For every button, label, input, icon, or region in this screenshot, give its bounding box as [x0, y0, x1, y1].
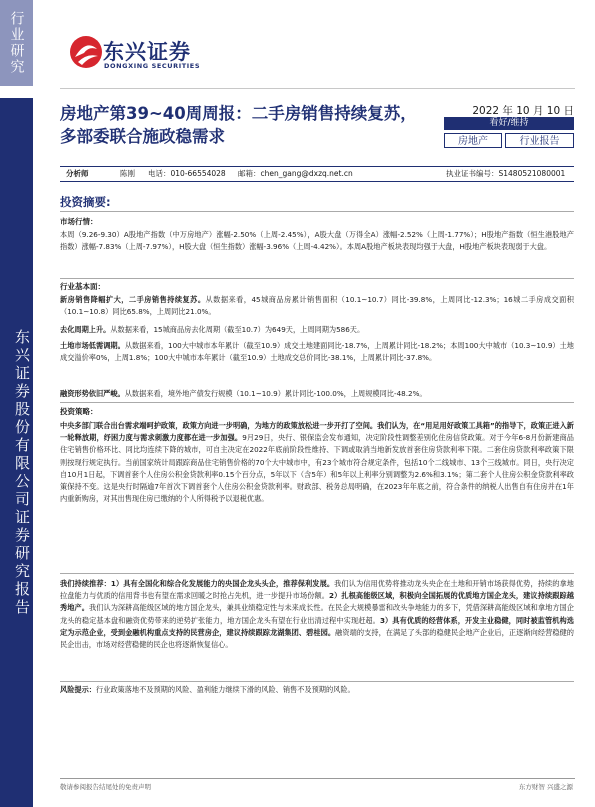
- picks-lead-3: 3）具有优质的经营体系，开发主业稳健，同时被监管机构选定为示范企业，受到金融机构重点支持的民营房企，建议持续跟踪龙湖集团、碧桂园。: [60, 615, 574, 637]
- report-type-tag: 行业报告: [505, 133, 574, 148]
- sales-text: 从数据来看，45城商品房累计销售面积（10.1~10.7）同比-39.8%，上周同比-12.3%；16城二手房成交面积（10.1~10.8）同比65.8%，上周同比21.0%。: [60, 295, 574, 317]
- picks-text-1: 我们认为信用优势将推动龙头央企在土地和开销市场获得优势，持续的拿地拉盘能力与优质的信用背书也有望在需求回暖之时抢占先机，进一步提升市场份额。: [60, 579, 574, 601]
- land-paragraph: [60, 340, 574, 364]
- divider: [60, 211, 574, 212]
- brand-name-cn: 东兴证券: [103, 40, 191, 64]
- finance-paragraph: [60, 388, 574, 400]
- picks-text-3: 融资端的支持，在满足了头部的稳健民企地产企业后，正逐渐向经营稳健的民企出击，市场对经营稳健的民企也将逐渐恢复信心。: [60, 627, 574, 650]
- land-text: 从数据来看，100大中城市本年累计（截至10.9）成交土地建面同比-18.7%，上周累计同比-18.2%；本周100大中城市（10.3~10.9）土地成交溢价率0%，上周1.8%；100大中城市本年累计（截至10.9）土地成交总价同比-38.1%，上周累计同比-37.8%。: [60, 341, 574, 363]
- analyst-name: 陈刚: [120, 169, 135, 178]
- inventory-text: 从数据来看，15城商品房去化周期（截至10.7）为649天，上周同期为586天。: [110, 325, 365, 334]
- sidebar-company: 东兴证券股份有限公司证券研究报告: [0, 98, 33, 807]
- analyst-info-bar: [60, 166, 574, 182]
- strategy-lead: 中央多部门联合出台需求端呵护政策，政策方向进一步明确，为地方的政策放松进一步开打了空间。我们认为，在“用足用好政策工具箱”的指导下，政策正进入新一轮释放期，纾困力度与需求刺激力度都在进一步加强。: [60, 421, 574, 443]
- risk-paragraph: [60, 684, 574, 696]
- strategy-heading: 投资策略：: [60, 407, 98, 416]
- picks-paragraph: [60, 578, 574, 651]
- finance-text: 从数据来看，境外地产债发行规模（10.1~10.9）累计同比-100.0%，上周规模同比-48.2%。: [124, 389, 427, 398]
- inventory-paragraph: [60, 324, 574, 336]
- header-divider: [60, 88, 575, 89]
- rating-badge: 看好/维持: [444, 117, 574, 130]
- strategy-text: 9月29日，央行、银保监会发布通知，决定阶段性调整差别化住房信贷政策。对于今年6-8月份新建商品住宅销售价格环比、同比均连续下降的城市，可自主决定在2022年底前阶段性维持、下调或取消当地新发放首套住房贷款利率下限。二套住房贷款利率政策下限则按现行规定执行。当前国家统计局跟踪商品住宅销售价格的70个大中城市中，有23个城市符合规定条件，包括10个二线城市、13个三线城市。同日，央行决定自10月1日起，下调首套个人住房公积金贷款利率0.15个百分点，5年以下（含5年）和5年以上利率分别调整为2.6%和3.1%；第二套个人住房公积金贷款利率政策保持不变。这是央行时隔逾7年首次下调首套个人住房公积金贷款利率。财政部、税务总局明确，在2023年年底之前，符合条件的纳税人出售自有住房并在1年内重新购房，对其出售现住房已缴纳的个人所得税予以退税优惠。: [60, 433, 574, 504]
- finance-lead: 融资形势依旧严峻。: [60, 389, 125, 398]
- analyst-license: 执业证书编号：S1480521080001: [446, 169, 566, 178]
- divider: [60, 402, 574, 403]
- picks-lead-1: 我们持续推荐：1）具有全国化和综合化发展能力的央国企龙头头企，推荐保利发展。: [60, 579, 335, 588]
- footer-divider: [60, 778, 575, 779]
- inventory-lead: 去化周期上升。: [60, 325, 111, 334]
- picks-lead-2: 2）扎根高能级区域，积极向全国拓展的优质地方国企龙头，建议持续跟踪越秀地产。: [60, 591, 574, 613]
- analyst-phone: 电话：010-66554028: [148, 169, 226, 178]
- land-lead: 土地市场低需调期。: [60, 341, 125, 350]
- summary-heading: 投资摘要:: [60, 195, 111, 209]
- market-paragraph: 本周（9.26-9.30）A股地产指数（中万房地产）涨幅-2.50%（上周-2.45%），A股大盘（万得全A）涨幅-2.52%（上周-1.77%）；H股地产指数（恒生港股地产指数）涨幅-7.83%（上周-7.97%），H股大盘（恒生指数）涨幅-3.96%（上周-4.42%）。本周A股地产板块表现均强于大盘，H股地产板块表现弱于大盘。: [60, 230, 574, 252]
- strategy-paragraph: [60, 420, 574, 505]
- sales-lead: 新房销售降幅扩大，二手房销售持续复苏。: [60, 295, 206, 304]
- brand-name-en: DONGXING SECURITIES: [104, 62, 201, 70]
- picks-text-2: 我们认为深耕高能级区域的地方国企龙头，兼具业绩稳定性与未来成长性。在民企大规模暴雷和改头争地能力的多下，凭借深耕高能级区域和拿地方国企龙头的稳定基本盘和融资优势带来的逆势扩张能力，地方国企龙头有望在行业出清过程中实现赶超。: [60, 603, 574, 625]
- risk-text: 行业政策落地不及预期的风险、盈利能力继续下滑的风险、销售不及预期的风险。: [95, 685, 355, 694]
- report-title: 房地产第39~40周周报：二手房销售持续复苏，多部委联合施政稳需求: [60, 104, 417, 146]
- market-heading: 市场行情：: [60, 217, 98, 226]
- sidebar-category: 行业研究: [0, 0, 33, 86]
- analyst-label: 分析师: [66, 169, 89, 178]
- industry-tag: 房地产: [444, 133, 502, 148]
- risk-heading: 风险提示：: [60, 685, 96, 694]
- fundamentals-heading: 行业基本面：: [60, 282, 105, 291]
- analyst-email[interactable]: 邮箱：chen_gang@dxzq.net.cn: [238, 169, 353, 178]
- report-date: 2022 年 10 月 10 日: [472, 105, 574, 117]
- footer-slogan: 东方财智 兴盛之源: [518, 783, 573, 791]
- divider: [60, 573, 574, 574]
- footer-disclaimer: 敬请参阅报告结尾处的免责声明: [60, 783, 151, 791]
- sales-paragraph: [60, 294, 574, 318]
- divider: [60, 278, 574, 279]
- divider: [60, 681, 574, 682]
